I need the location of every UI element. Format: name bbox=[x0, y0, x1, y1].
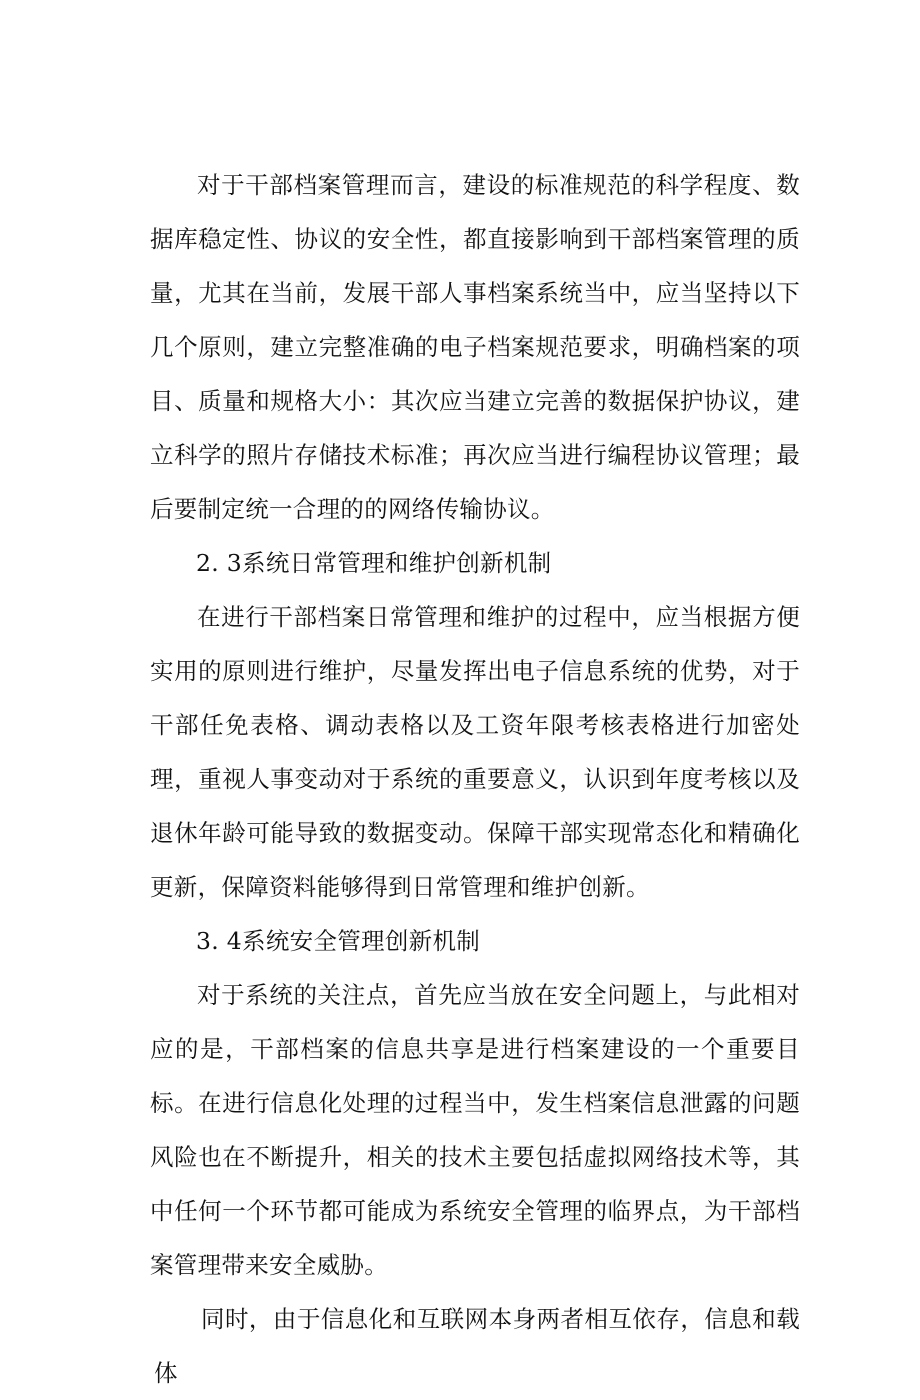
section-heading-3-4: 3. 4系统安全管理创新机制 bbox=[196, 927, 481, 955]
document-body bbox=[150, 158, 800, 1400]
paragraph-daily-maintenance: 在进行干部档案日常管理和维护的过程中，应当根据方便实用的原则进行维护，尽量发挥出电子信息系统的优势，对于干部任免表格、调动表格以及工资年限考核表格进行加密处理，重视人事变动对于系统的重要意义，认识到年度考核以及退休年龄可能导致的数据变动。保障干部实现常态化和精确化更新，保障资料能够得到日常管理和维护创新。 bbox=[150, 603, 800, 901]
section-heading-2-3: 2. 3系统日常管理和维护创新机制 bbox=[196, 549, 552, 577]
paragraph-standards: 对于干部档案管理而言，建设的标准规范的科学程度、数据库稳定性、协议的安全性，都直接影响到干部档案管理的质量，尤其在当前，发展干部人事档案系统当中，应当坚持以下几个原则，建立完整准确的电子档案规范要求，明确档案的项目、质量和规格大小：其次应当建立完善的数据保护协议，建立科学的照片存储技术标准；再次应当进行编程协议管理；最后要制定统一合理的的网络传输协议。 bbox=[150, 171, 800, 523]
paragraph-security: 对于系统的关注点，首先应当放在安全问题上，与此相对应的是，干部档案的信息共享是进行档案建设的一个重要目标。在进行信息化处理的过程当中，发生档案信息泄露的问题风险也在不断提升，相关的技术主要包括虚拟网络技术等，其中任何一个环节都可能成为系统安全管理的临界点，为干部档案管理带来安全威胁。 bbox=[150, 981, 800, 1279]
paragraph-interdependence: 同时，由于信息化和互联网本身两者相互依存，信息和载体 bbox=[154, 1305, 800, 1387]
